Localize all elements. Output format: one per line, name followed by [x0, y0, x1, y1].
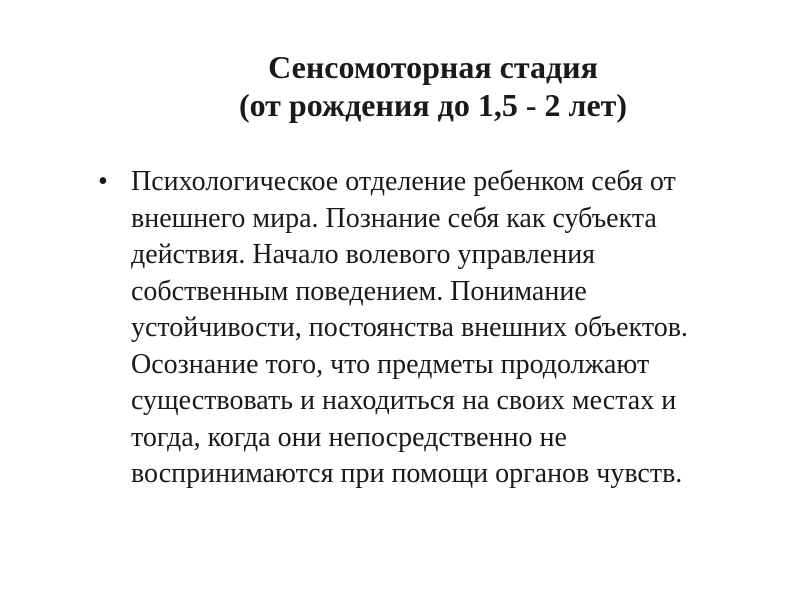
bullet-text-line: действия. Начало волевого управления [131, 239, 596, 270]
bullet-text-line: внешнего мира. Познание себя как субъекта [131, 202, 657, 234]
bullet-text-line: существовать и находиться на своих местах и [131, 385, 677, 416]
bullet-text-line: собственным поведением. Понимание [131, 275, 587, 307]
bullet-text-line: тогда, когда они непосредственно не [131, 421, 567, 453]
bullet-icon: • [98, 166, 108, 197]
bullet-text-line: Осознание того, что предметы продолжают [131, 348, 650, 380]
bullet-text-line: устойчивости, постоянства внешних объектов. [131, 312, 688, 343]
bullet-list [98, 164, 778, 493]
bullet-text-line: воспринимаются при помощи органов чувств. [131, 458, 683, 489]
slide-title-line-1: Сенсомоторная стадия [268, 49, 598, 85]
bullet-text-line: Психологическое отделение ребенком себя от [131, 166, 676, 197]
slide-title [40, 48, 800, 124]
slide-title-line-2: (от рождения до 1,5 - 2 лет) [238, 87, 628, 123]
bullet-item [98, 164, 778, 493]
